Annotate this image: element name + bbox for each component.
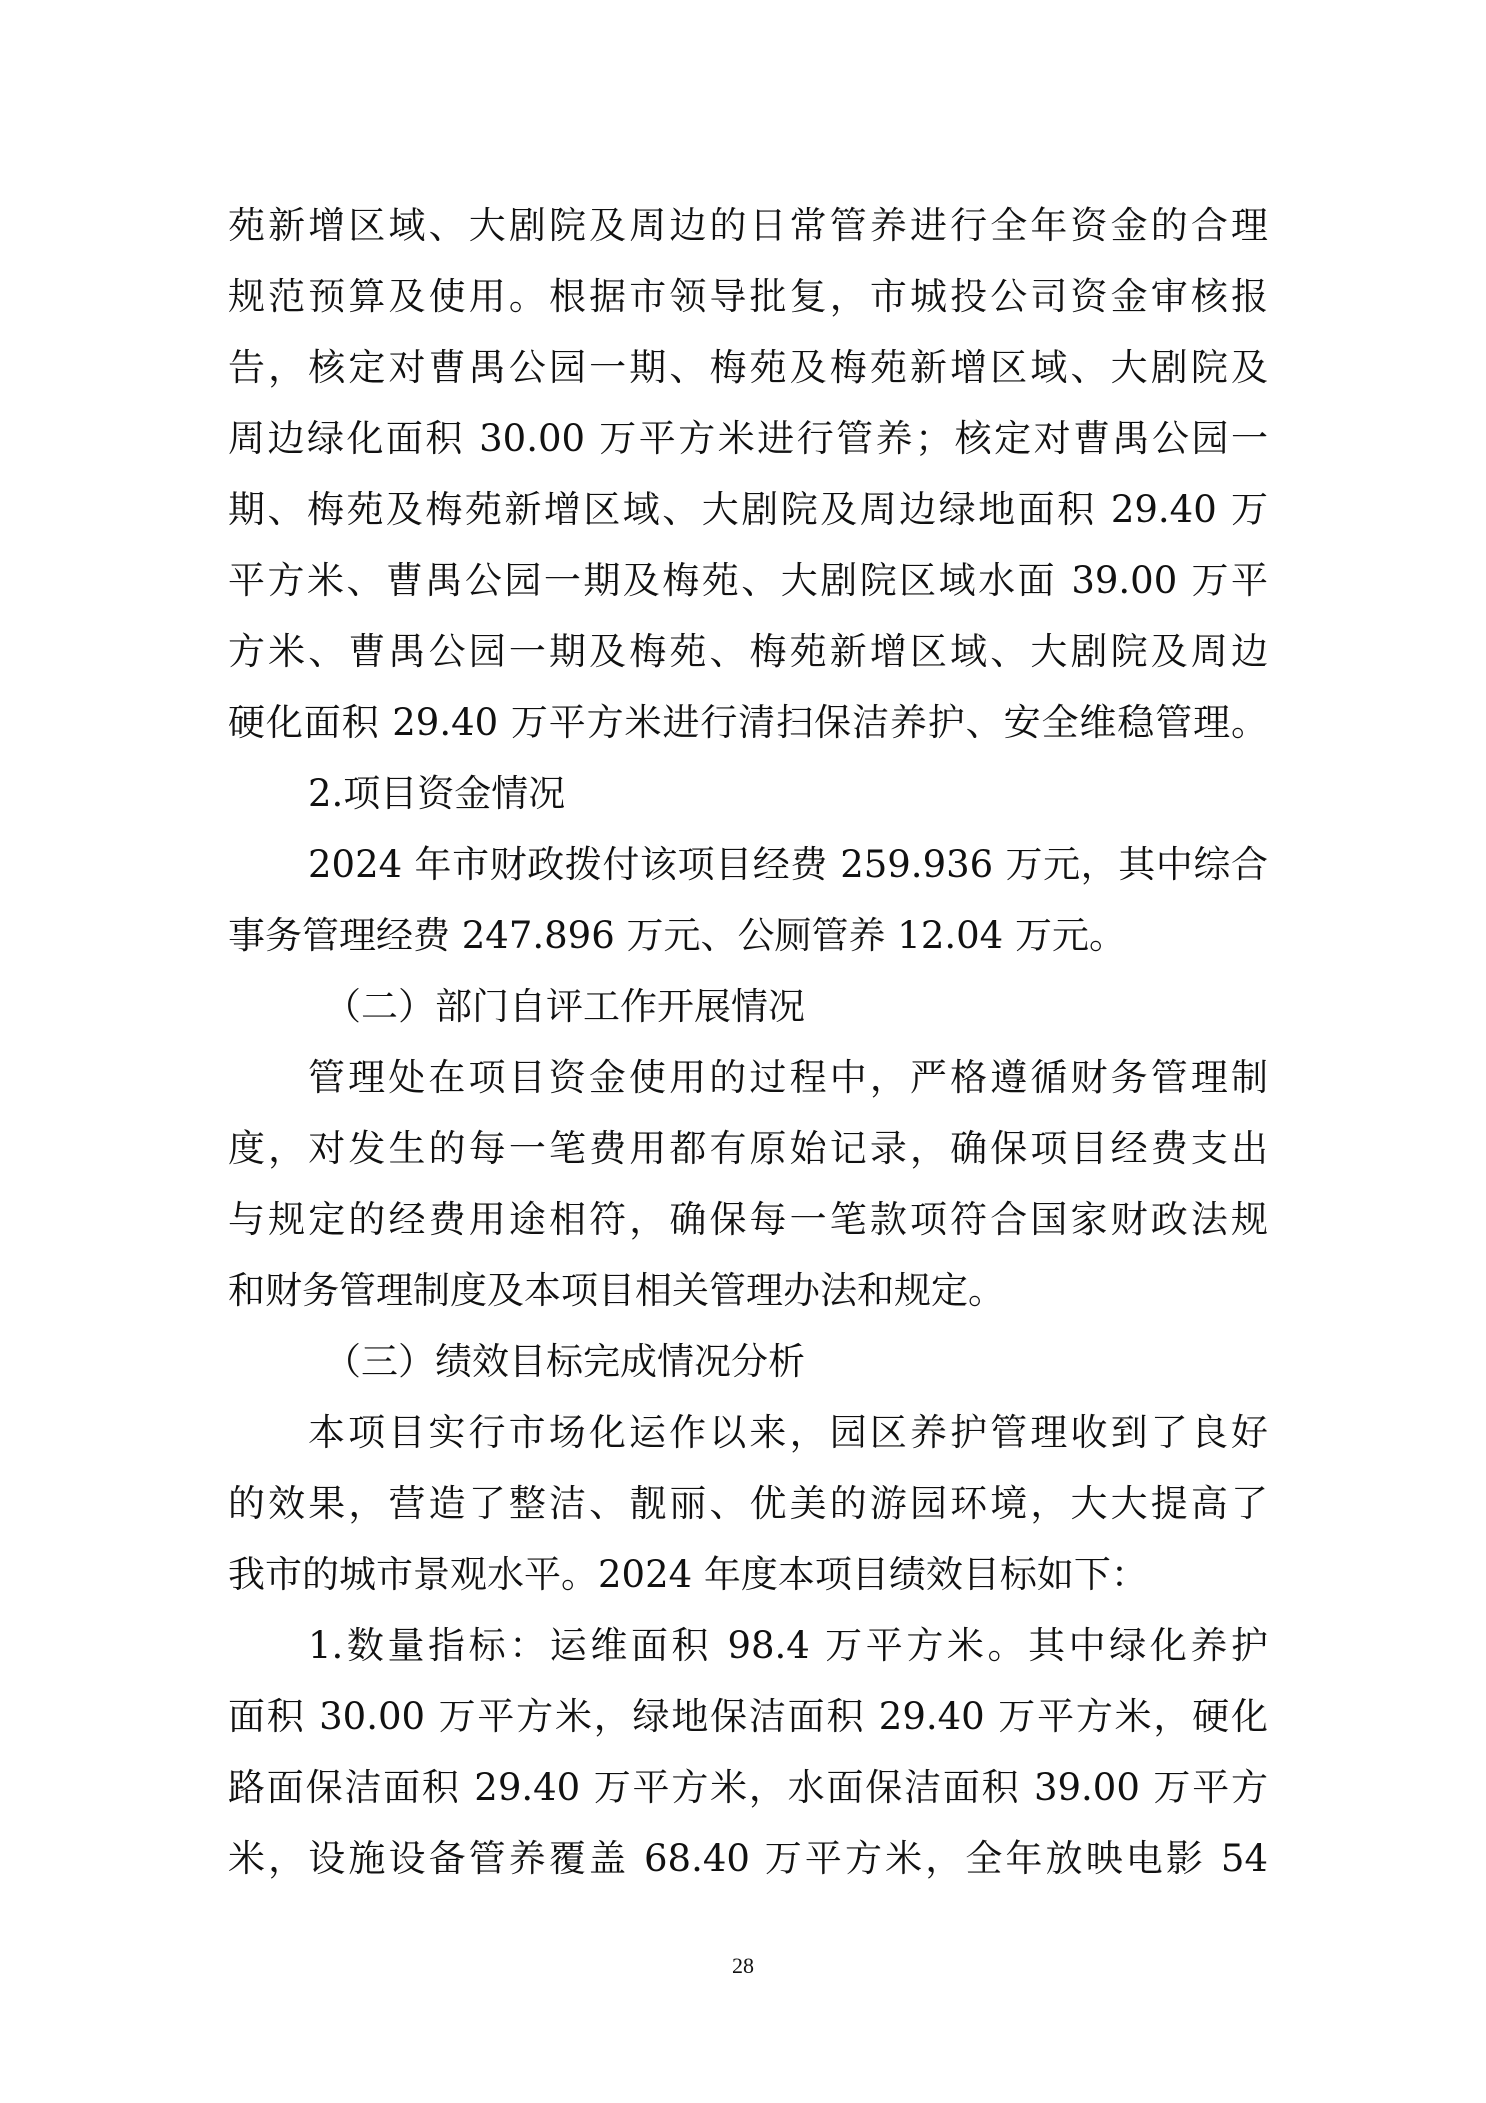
paragraph-line: 硬化面积 29.40 万平方米进行清扫保洁养护、安全维稳管理。 bbox=[228, 701, 1268, 744]
section-heading: （三）绩效目标完成情况分析 bbox=[324, 1340, 805, 1383]
paragraph-line: 本项目实行市场化运作以来，园区养护管理收到了良好 bbox=[308, 1411, 1268, 1454]
paragraph-line: 面积 30.00 万平方米，绿地保洁面积 29.40 万平方米，硬化 bbox=[228, 1695, 1268, 1738]
paragraph-line: 规范预算及使用。根据市领导批复，市城投公司资金审核报 bbox=[228, 275, 1268, 318]
body-text bbox=[228, 190, 1268, 1894]
paragraph-line: 米，设施设备管养覆盖 68.40 万平方米，全年放映电影 54 bbox=[228, 1837, 1268, 1880]
paragraph-line: 度，对发生的每一笔费用都有原始记录，确保项目经费支出 bbox=[228, 1127, 1268, 1170]
paragraph-line: 与规定的经费用途相符，确保每一笔款项符合国家财政法规 bbox=[228, 1198, 1268, 1241]
paragraph-line: 周边绿化面积 30.00 万平方米进行管养；核定对曹禺公园一 bbox=[228, 417, 1268, 460]
paragraph-line: 事务管理经费 247.896 万元、公厕管养 12.04 万元。 bbox=[228, 914, 1126, 957]
paragraph-line: 路面保洁面积 29.40 万平方米，水面保洁面积 39.00 万平方 bbox=[228, 1766, 1268, 1809]
paragraph-line: 2024 年市财政拨付该项目经费 259.936 万元，其中综合 bbox=[308, 843, 1268, 886]
paragraph-line: 苑新增区域、大剧院及周边的日常管养进行全年资金的合理 bbox=[228, 204, 1268, 247]
paragraph-line: 方米、曹禺公园一期及梅苑、梅苑新增区域、大剧院及周边 bbox=[228, 630, 1268, 673]
section-heading: 2.项目资金情况 bbox=[308, 772, 566, 815]
paragraph-line: 管理处在项目资金使用的过程中，严格遵循财务管理制 bbox=[308, 1056, 1268, 1099]
paragraph-line: 1.数量指标：运维面积 98.4 万平方米。其中绿化养护 bbox=[308, 1624, 1268, 1667]
paragraph-line: 我市的城市景观水平。2024 年度本项目绩效目标如下： bbox=[228, 1553, 1148, 1596]
page-number: 28 bbox=[732, 1953, 754, 1978]
paragraph-line: 平方米、曹禺公园一期及梅苑、大剧院区域水面 39.00 万平 bbox=[228, 559, 1268, 602]
paragraph-line: 的效果，营造了整洁、靓丽、优美的游园环境，大大提高了 bbox=[228, 1482, 1268, 1525]
paragraph-line: 和财务管理制度及本项目相关管理办法和规定。 bbox=[228, 1269, 1005, 1312]
paragraph-line: 告，核定对曹禺公园一期、梅苑及梅苑新增区域、大剧院及 bbox=[228, 346, 1268, 389]
paragraph-line: 期、梅苑及梅苑新增区域、大剧院及周边绿地面积 29.40 万 bbox=[228, 488, 1268, 531]
section-heading: （二）部门自评工作开展情况 bbox=[324, 985, 805, 1028]
